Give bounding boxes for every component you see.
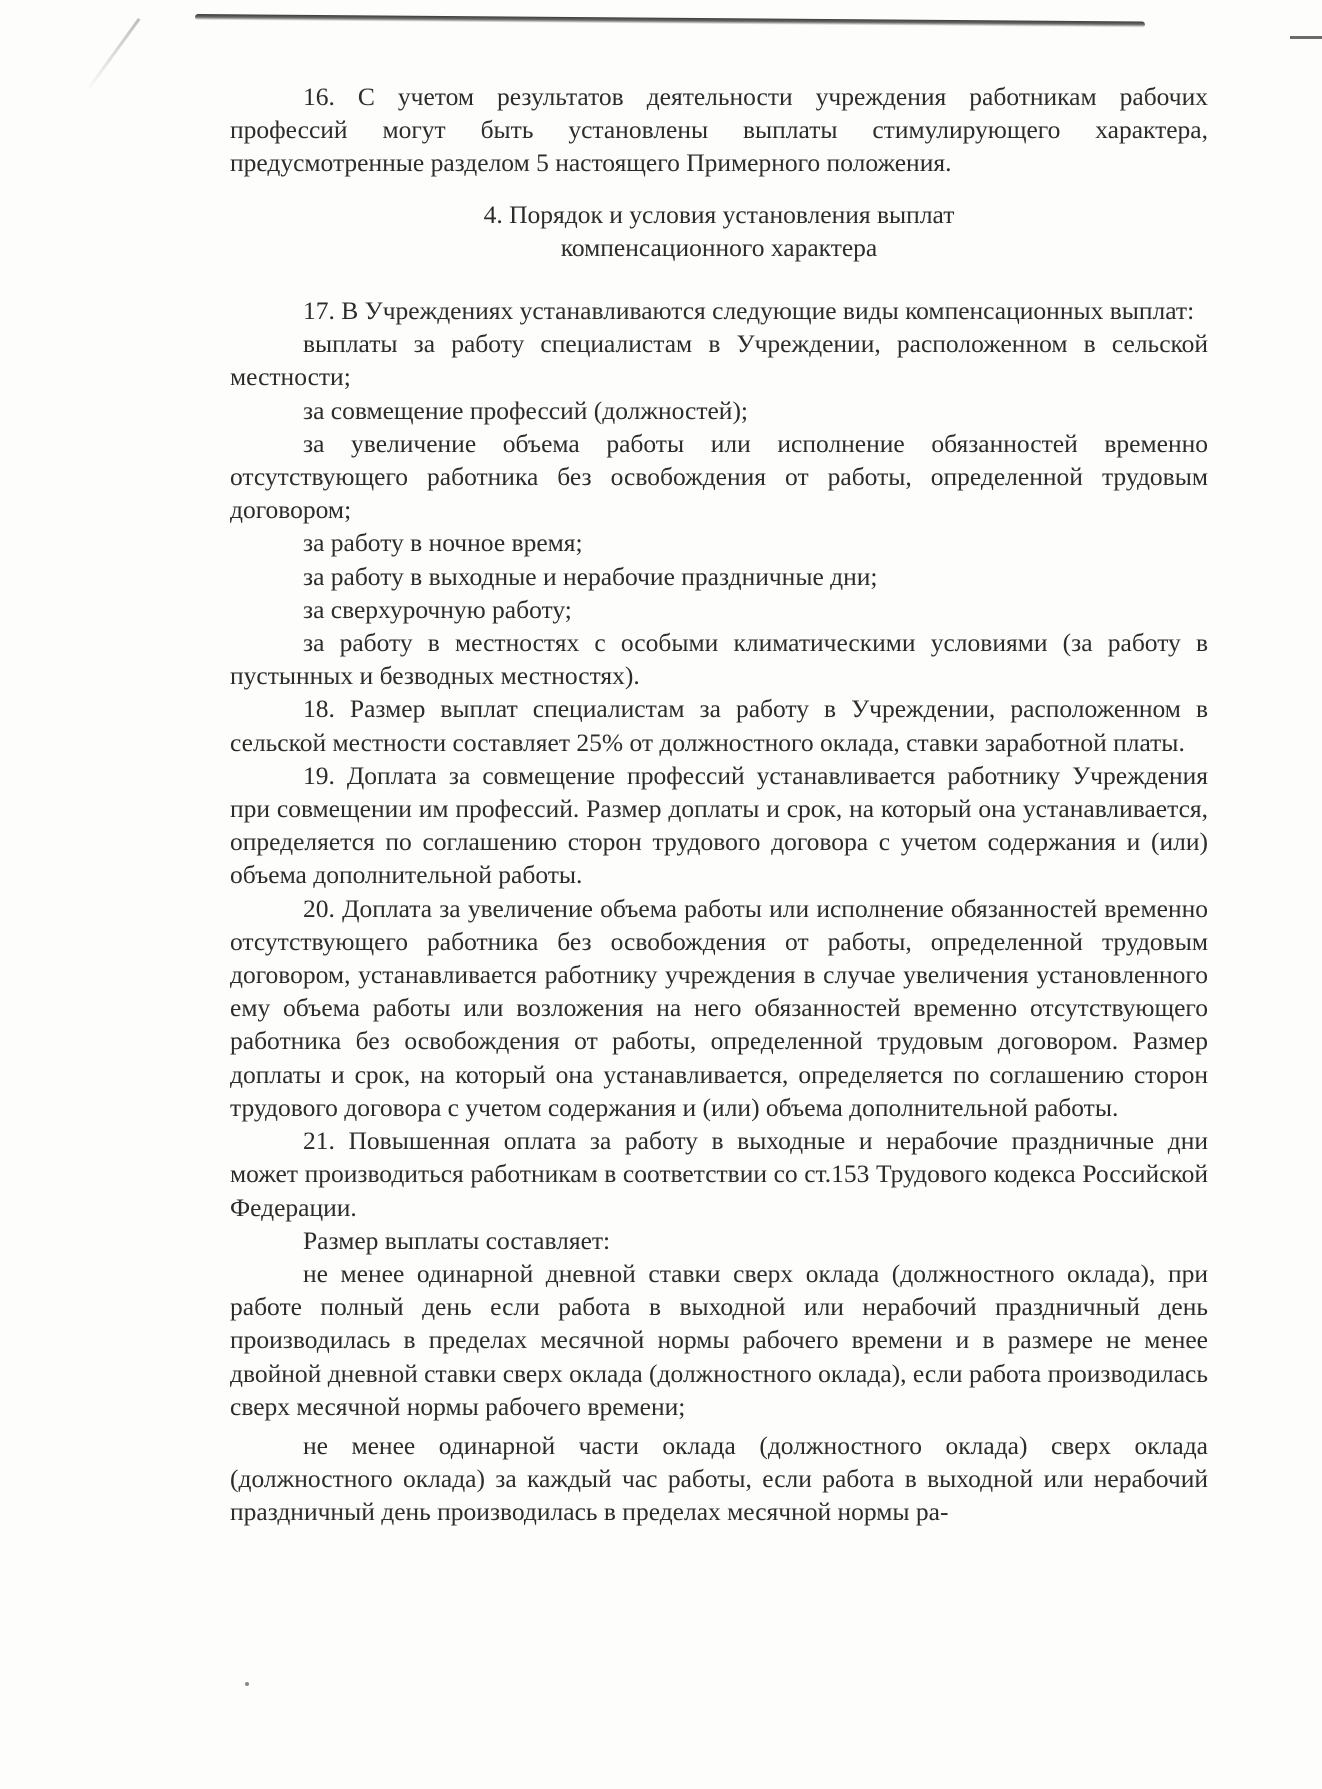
scan-edge-shadow-top: [195, 14, 1145, 27]
list-item-rural: выплаты за работу специалистам в Учреждении, расположенном в сельской местности;: [230, 329, 1208, 392]
scan-speck: [245, 1682, 249, 1686]
list-item-climate: за работу в местностях с особыми климатическими условиями (за работу в пустынных и безводных местностях).: [230, 628, 1208, 691]
paragraph-17: 17. В Учреждениях устанавливаются следующие виды компенсационных выплат:: [303, 296, 1195, 326]
list-item-overtime: за сверхурочную работу;: [303, 594, 572, 624]
list-item-night: за работу в ночное время;: [303, 528, 583, 558]
paragraph-19: 19. Доплата за совмещение профессий устанавливается работнику Учреждения при совмещении им профессий. Размер доплаты и срок, на который она устанавливается, определяется по соглашению сторон трудового договора с учетом содержания и (или) объема дополнительной работы.: [230, 760, 1208, 890]
document-body: [230, 80, 1208, 1529]
paragraph-20: 20. Доплата за увеличение объема работы или исполнение обязанностей временно отсутствующего работника без освобождения от работы, определенной трудовым договором, устанавливается работнику учреждения в случае увеличения установленного ему объема работы или возложения на него обязанностей временно отсутствующего работника без освобождения от работы, определенной трудовым договором. Размер доплаты и срок, на который она устанавливается, определяется по соглашению сторон трудового договора с учетом содержания и (или) объема дополнительной работы.: [230, 893, 1208, 1122]
payment-rule-hourly: не менее одинарной части оклада (должностного оклада) сверх оклада (должностного оклада) за каждый час работы, если работа в выходной или нерабочий праздничный день производилась в пределах месячной нормы ра-: [230, 1430, 1208, 1527]
list-item-combination: за совмещение профессий (должностей);: [303, 395, 749, 425]
paragraph-16: 16. С учетом результатов деятельности учреждения работникам рабочих профессий могут быть установлены выплаты стимулирующего характера, предусмотренные разделом 5 настоящего Примерного положения.: [230, 82, 1208, 178]
scan-edge-mark-right: [1290, 36, 1322, 39]
list-item-holidays: за работу в выходные и нерабочие праздничные дни;: [303, 561, 878, 591]
paragraph-21: 21. Повышенная оплата за работу в выходные и нерабочие праздничные дни может производиться работникам в соответствии со ст.153 Трудового кодекса Российской Федерации.: [230, 1126, 1208, 1222]
section-heading-line-2: компенсационного характера: [560, 232, 878, 262]
section-heading-line-1: 4. Порядок и условия установления выплат: [483, 199, 955, 229]
payment-size-intro: Размер выплаты составляет:: [303, 1225, 611, 1255]
section-heading: [230, 198, 1208, 264]
scan-edge-shadow-left: [85, 18, 140, 93]
payment-rule-daily: не менее одинарной дневной ставки сверх оклада (должностного оклада), при работе полный день если работа в выходной или нерабочий праздничный день производилась в пределах месячной нормы рабочего времени и в размере не менее двойной дневной ставки сверх оклада (должностного оклада), если работа производилась сверх месячной нормы рабочего времени;: [230, 1258, 1208, 1421]
paragraph-18: 18. Размер выплат специалистам за работу в Учреждении, расположенном в сельской местности составляет 25% от должностного оклада, ставки заработной платы.: [230, 694, 1208, 757]
list-item-extra-work: за увеличение объема работы или исполнение обязанностей временно отсутствующего работника без освобождения от работы, определенной трудовым договором;: [230, 428, 1208, 525]
